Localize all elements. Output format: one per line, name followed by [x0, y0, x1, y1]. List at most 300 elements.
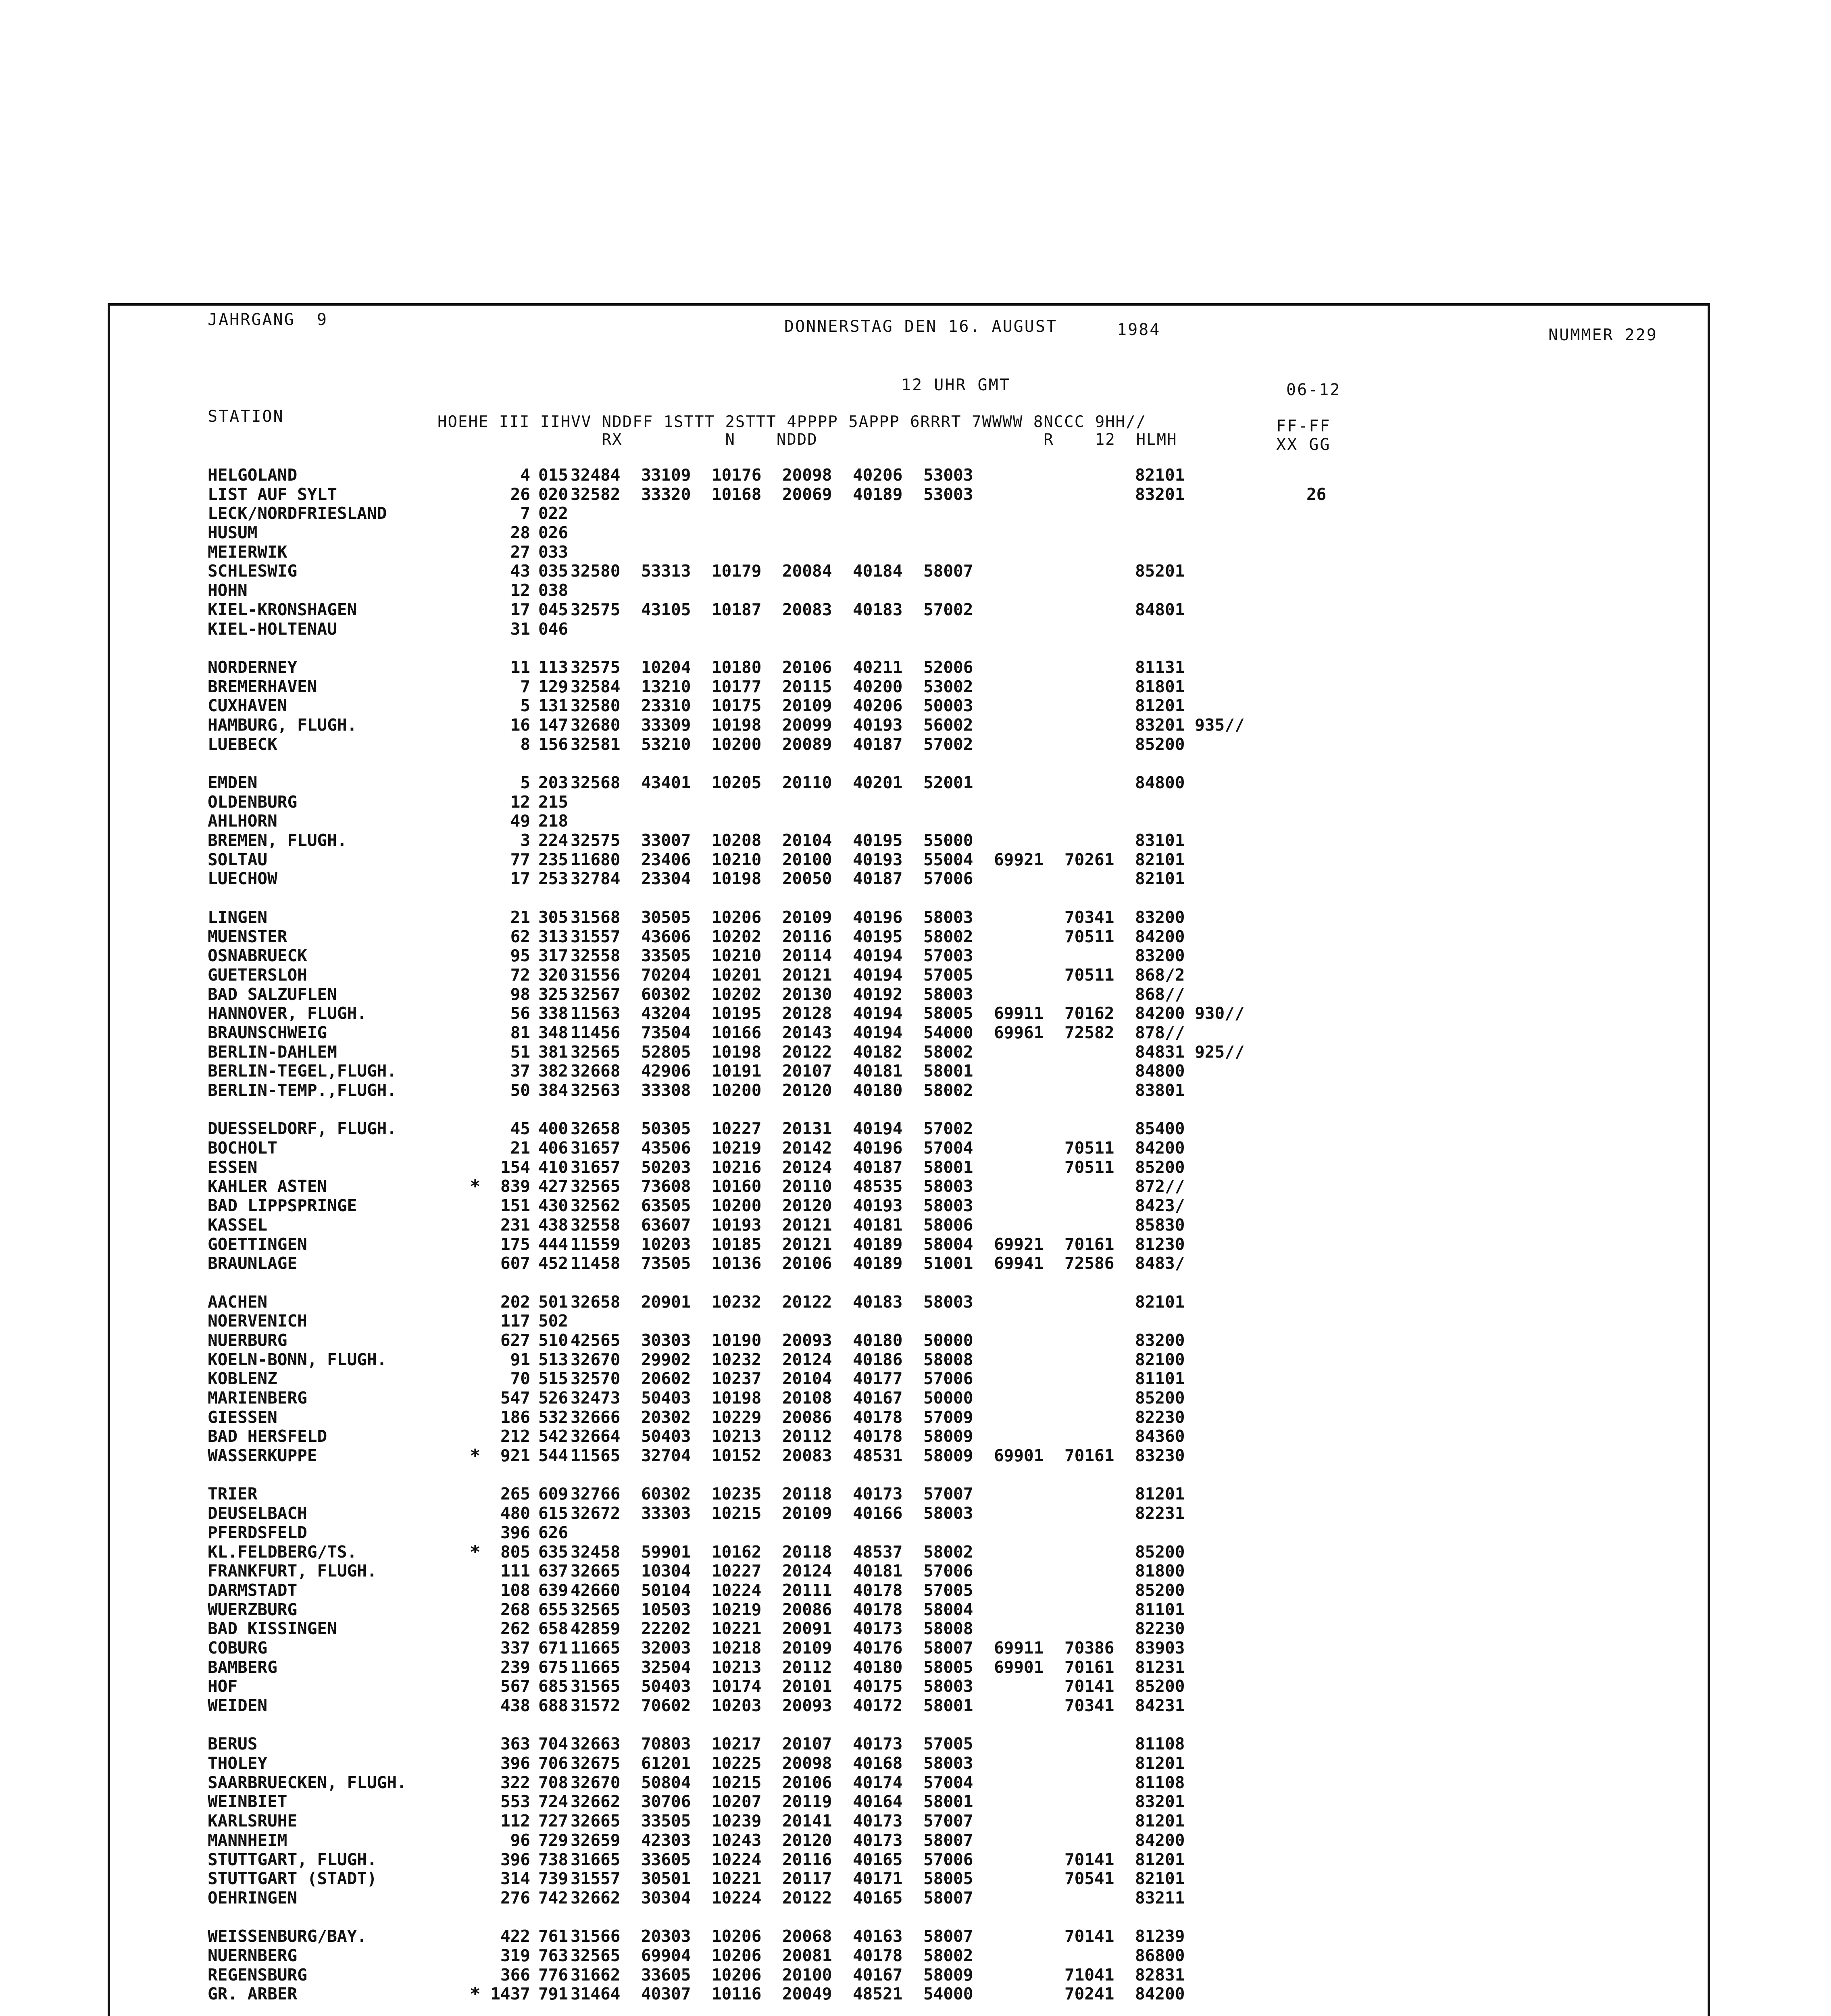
code-group: 20106: [782, 1254, 832, 1273]
code-group: 30706: [641, 1792, 691, 1812]
station-height: 31: [510, 619, 530, 639]
code-group: 10206: [712, 1945, 762, 1965]
code-group: 40183: [853, 600, 903, 619]
code-group: 20110: [782, 773, 832, 792]
code-group: 32704: [641, 1446, 691, 1466]
station-name: LINGEN: [208, 907, 268, 927]
code-group: 69911: [994, 1004, 1044, 1023]
station-row: [208, 1004, 1700, 1023]
code-group: 58001: [923, 1696, 973, 1715]
station-name: SOLTAU: [208, 850, 268, 869]
station-row: [208, 466, 1700, 485]
code-group: 70511: [1064, 1138, 1114, 1158]
station-height: 396: [500, 1522, 530, 1542]
code-group: 71041: [1064, 1965, 1114, 1985]
station-row: [208, 735, 1700, 754]
station-name: LIST AUF SYLT: [208, 484, 337, 504]
station-index: 020: [538, 484, 569, 504]
code-group: 32766: [571, 1484, 621, 1504]
code-group: 20302: [641, 1407, 691, 1427]
code-group: 20069: [782, 484, 832, 504]
station-name: LECK/NORDFRIESLAND: [208, 504, 387, 523]
station-index: 510: [538, 1330, 569, 1350]
code-group: 84360: [1135, 1427, 1185, 1446]
code-group: 32664: [571, 1427, 621, 1446]
station-height: 186: [500, 1407, 530, 1427]
code-group: 69921: [994, 850, 1044, 869]
code-group: 10227: [712, 1561, 762, 1581]
code-group: 57003: [923, 946, 973, 966]
code-group: 57002: [923, 600, 973, 619]
code-group: 40167: [853, 1388, 903, 1408]
station-index: 203: [538, 773, 569, 792]
code-group: 20112: [782, 1427, 832, 1446]
code-group: 20083: [782, 1446, 832, 1466]
code-group: 57005: [923, 965, 973, 985]
station-row: [208, 1485, 1700, 1504]
station-height: 262: [500, 1619, 530, 1639]
station-index: 325: [538, 984, 569, 1004]
code-group: 32504: [641, 1657, 691, 1677]
station-index: 253: [538, 869, 569, 889]
station-height: 70: [510, 1369, 530, 1389]
code-group: 10221: [712, 1619, 762, 1639]
code-group: 20106: [782, 657, 832, 677]
code-group: 86800: [1135, 1945, 1185, 1965]
station-index: 708: [538, 1772, 569, 1792]
station-row: [208, 1504, 1700, 1523]
station-index: 305: [538, 907, 569, 927]
station-row: [208, 1523, 1700, 1543]
station-name: KL.FELDBERG/TS.: [208, 1542, 357, 1562]
station-height: 21: [510, 1138, 530, 1158]
code-group: 40173: [853, 1619, 903, 1639]
station-index: 320: [538, 965, 569, 985]
code-group: 70141: [1064, 1849, 1114, 1869]
code-group: 40192: [853, 984, 903, 1004]
code-group: 58007: [923, 561, 973, 581]
station-height: 422: [500, 1926, 530, 1946]
code-group: 31464: [571, 1984, 621, 2004]
station-index: 513: [538, 1350, 569, 1369]
station-height: 396: [500, 1754, 530, 1773]
station-name: REGENSBURG: [208, 1965, 307, 1985]
station-index: 532: [538, 1407, 569, 1427]
code-group: 20109: [782, 1638, 832, 1658]
code-group: 40181: [853, 1561, 903, 1581]
station-name: BRAUNLAGE: [208, 1254, 298, 1273]
station-row: [208, 869, 1700, 889]
code-group: 20120: [782, 1830, 832, 1850]
station-name: BERLIN-TEMP.,FLUGH.: [208, 1081, 397, 1100]
code-group: 40182: [853, 1042, 903, 1062]
code-group: 40193: [853, 715, 903, 735]
code-group: 32668: [571, 1061, 621, 1081]
code-group: 48521: [853, 1984, 903, 2004]
station-name: OEHRINGEN: [208, 1888, 298, 1908]
code-group: 11565: [571, 1446, 621, 1466]
code-group: 50804: [641, 1772, 691, 1792]
station-index: 427: [538, 1177, 569, 1196]
code-group: 58001: [923, 1792, 973, 1812]
code-group: 85830: [1135, 1215, 1185, 1235]
code-group: 40195: [853, 927, 903, 946]
code-group: 82100: [1135, 1350, 1185, 1369]
station-height: 112: [500, 1811, 530, 1831]
code-group: 83211: [1135, 1888, 1185, 1908]
code-group: 42859: [571, 1619, 621, 1639]
code-group: 52001: [923, 773, 973, 792]
code-group: 10168: [712, 484, 762, 504]
code-group: 53002: [923, 677, 973, 696]
station-row: [208, 1850, 1700, 1870]
station-name: KOBLENZ: [208, 1369, 277, 1389]
code-group: 20121: [782, 965, 832, 985]
code-group: 20083: [782, 600, 832, 619]
station-height: 17: [510, 600, 530, 619]
station-name: DEUSELBACH: [208, 1504, 307, 1523]
code-group: 32563: [571, 1081, 621, 1100]
code-group: 43401: [641, 773, 691, 792]
code-group: 10239: [712, 1811, 762, 1831]
code-group: 20117: [782, 1869, 832, 1889]
code-group: 878//: [1135, 1023, 1185, 1042]
code-group: 10206: [712, 1926, 762, 1946]
code-group: 57007: [923, 1811, 973, 1831]
mountain-station-marker: *: [470, 1984, 481, 2005]
station-row: [208, 485, 1700, 504]
code-group: 58003: [923, 907, 973, 927]
station-height: 95: [510, 946, 530, 966]
station-row: [208, 773, 1700, 793]
code-group: 73504: [641, 1023, 691, 1042]
code-group: 20602: [641, 1369, 691, 1389]
station-row: [208, 1196, 1700, 1216]
code-group: 20086: [782, 1599, 832, 1619]
station-height: 607: [500, 1254, 530, 1273]
station-row: [208, 1966, 1700, 1985]
station-name: WUERZBURG: [208, 1599, 298, 1619]
station-name: GR. ARBER: [208, 1984, 298, 2004]
station-index: 688: [538, 1696, 569, 1715]
station-height: 96: [510, 1830, 530, 1850]
code-group: 23406: [641, 850, 691, 869]
code-group: 43105: [641, 600, 691, 619]
code-group: 55004: [923, 850, 973, 869]
code-group: 32662: [571, 1792, 621, 1812]
station-name: WEISSENBURG/BAY.: [208, 1926, 367, 1946]
code-group: 10200: [712, 1196, 762, 1216]
code-group: 20099: [782, 715, 832, 735]
code-group: 69921: [994, 1234, 1044, 1254]
code-group: 10175: [712, 696, 762, 716]
code-group: 40206: [853, 696, 903, 716]
code-group: 10166: [712, 1023, 762, 1042]
station-name: BERLIN-TEGEL,FLUGH.: [208, 1061, 397, 1081]
station-row: [208, 1658, 1700, 1677]
station-name: BREMEN, FLUGH.: [208, 831, 347, 850]
station-height: 627: [500, 1330, 530, 1350]
code-group: 33308: [641, 1081, 691, 1100]
station-index: 382: [538, 1061, 569, 1081]
code-group: 70141: [1064, 1677, 1114, 1696]
station-height: 175: [500, 1234, 530, 1254]
code-group: 50403: [641, 1677, 691, 1696]
code-group: 32003: [641, 1638, 691, 1658]
station-index: 038: [538, 581, 569, 600]
code-group: 58001: [923, 1157, 973, 1177]
station-row: [208, 1812, 1700, 1831]
code-group: 58002: [923, 1945, 973, 1965]
code-group: 69911: [994, 1638, 1044, 1658]
station-index: 224: [538, 831, 569, 850]
code-group: 57007: [923, 1484, 973, 1504]
station-name: BAD HERSFELD: [208, 1427, 327, 1446]
code-group: 57009: [923, 1407, 973, 1427]
code-group: 10202: [712, 984, 762, 1004]
code-group: 83201 935//: [1135, 715, 1245, 735]
code-group: 40167: [853, 1965, 903, 1985]
station-name: GUETERSLOH: [208, 965, 307, 985]
code-group: 10179: [712, 561, 762, 581]
station-height: 21: [510, 907, 530, 927]
station-row: [208, 1639, 1700, 1658]
station-index: 313: [538, 927, 569, 946]
station-height: 7: [520, 677, 530, 696]
wind-gust: 26: [1306, 484, 1327, 504]
station-height: 363: [500, 1734, 530, 1754]
station-height: 3: [520, 831, 530, 850]
station-row: [208, 562, 1700, 581]
code-group: 10215: [712, 1504, 762, 1523]
station-index: 348: [538, 1023, 569, 1042]
code-group: 40193: [853, 1196, 903, 1216]
station-name: LUEBECK: [208, 734, 277, 754]
group-separator: [208, 2004, 1700, 2016]
code-group: 872//: [1135, 1177, 1185, 1196]
code-group: 50305: [641, 1119, 691, 1139]
code-group: 81239: [1135, 1926, 1185, 1946]
code-group: 32575: [571, 657, 621, 677]
code-group: 81201: [1135, 1754, 1185, 1773]
code-group: 20104: [782, 1369, 832, 1389]
code-group: 50003: [923, 696, 973, 716]
station-index: 637: [538, 1561, 569, 1581]
code-group: 40178: [853, 1407, 903, 1427]
code-group: 48535: [853, 1177, 903, 1196]
station-row: [208, 1389, 1700, 1408]
station-index: 015: [538, 465, 569, 485]
code-group: 10213: [712, 1427, 762, 1446]
code-group: 32582: [571, 484, 621, 504]
code-group: 40180: [853, 1657, 903, 1677]
code-group: 81201: [1135, 1849, 1185, 1869]
code-group: 52805: [641, 1042, 691, 1062]
code-group: 70241: [1064, 1984, 1114, 2004]
code-header-line1: HOEHE III IIHVV NDDFF 1STTT 2STTT 4PPPP 5APPP 6RRRT 7WWWW 8NCCC 9HH//: [437, 413, 1147, 431]
station-height: 111: [500, 1561, 530, 1581]
code-group: 73505: [641, 1254, 691, 1273]
code-group: 40175: [853, 1677, 903, 1696]
code-group: 10205: [712, 773, 762, 792]
code-group: 11456: [571, 1023, 621, 1042]
group-separator: [208, 889, 1700, 908]
station-row: [208, 966, 1700, 985]
station-index: 739: [538, 1869, 569, 1889]
code-group: 32558: [571, 1215, 621, 1235]
station-index: 763: [538, 1945, 569, 1965]
code-group: 868//: [1135, 984, 1185, 1004]
code-group: 20050: [782, 869, 832, 889]
code-group: 81230: [1135, 1234, 1185, 1254]
code-group: 81801: [1135, 677, 1185, 696]
station-row: [208, 812, 1700, 831]
code-group: 57004: [923, 1772, 973, 1792]
code-group: 10176: [712, 465, 762, 485]
code-group: 10215: [712, 1772, 762, 1792]
station-height: 805: [500, 1542, 530, 1562]
station-height: 11: [510, 657, 530, 677]
code-group: 48531: [853, 1446, 903, 1466]
station-index: 544: [538, 1446, 569, 1466]
code-group: 10232: [712, 1350, 762, 1369]
code-group: 83200: [1135, 946, 1185, 966]
code-group: 20122: [782, 1292, 832, 1312]
code-group: 57005: [923, 1580, 973, 1600]
code-group: 11665: [571, 1657, 621, 1677]
station-name: MEIERWIK: [208, 542, 287, 562]
code-group: 31566: [571, 1926, 621, 1946]
code-group: 40196: [853, 1138, 903, 1158]
station-name: FRANKFURT, FLUGH.: [208, 1561, 377, 1581]
station-height: 154: [500, 1157, 530, 1177]
code-group: 10227: [712, 1119, 762, 1139]
code-group: 57006: [923, 869, 973, 889]
code-group: 32575: [571, 831, 621, 850]
code-group: 40174: [853, 1772, 903, 1792]
code-group: 58005: [923, 1004, 973, 1023]
code-group: 20120: [782, 1081, 832, 1100]
station-index: 022: [538, 504, 569, 523]
code-group: 33303: [641, 1504, 691, 1523]
code-group: 40194: [853, 1119, 903, 1139]
code-group: 22202: [641, 1619, 691, 1639]
code-group: 40176: [853, 1638, 903, 1658]
code-group: 10216: [712, 1157, 762, 1177]
code-group: 58002: [923, 927, 973, 946]
station-row: [208, 696, 1700, 716]
code-group: 84200 930//: [1135, 1004, 1245, 1023]
code-group: 31657: [571, 1157, 621, 1177]
code-group: 43204: [641, 1004, 691, 1023]
code-header-line2: RX N NDDD R 12 HLMH: [437, 431, 1177, 449]
code-group: 20901: [641, 1292, 691, 1312]
station-index: 742: [538, 1888, 569, 1908]
code-group: 84231: [1135, 1696, 1185, 1715]
code-group: 81201: [1135, 696, 1185, 716]
code-group: 69901: [994, 1657, 1044, 1677]
code-group: 20093: [782, 1696, 832, 1715]
code-group: 20101: [782, 1677, 832, 1696]
code-group: 20121: [782, 1215, 832, 1235]
code-group: 40178: [853, 1580, 903, 1600]
station-name: BREMERHAVEN: [208, 677, 317, 696]
code-group: 81800: [1135, 1561, 1185, 1581]
code-group: 53210: [641, 734, 691, 754]
code-group: 10206: [712, 907, 762, 927]
station-height: 337: [500, 1638, 530, 1658]
station-name: HUSUM: [208, 523, 258, 543]
code-group: 40178: [853, 1599, 903, 1619]
code-group: 29902: [641, 1350, 691, 1369]
station-name: HANNOVER, FLUGH.: [208, 1004, 367, 1023]
station-name: SCHLESWIG: [208, 561, 298, 581]
code-group: 10207: [712, 1792, 762, 1812]
code-group: 32670: [571, 1772, 621, 1792]
station-height: 396: [500, 1849, 530, 1869]
code-group: 58007: [923, 1926, 973, 1946]
code-group: 868/2: [1135, 965, 1185, 985]
code-group: 31556: [571, 965, 621, 985]
station-height: 98: [510, 984, 530, 1004]
station-row: [208, 1543, 1700, 1562]
code-group: 20081: [782, 1945, 832, 1965]
code-group: 70161: [1064, 1234, 1114, 1254]
code-group: 32584: [571, 677, 621, 696]
station-name: NOERVENICH: [208, 1311, 307, 1331]
station-name: BAD KISSINGEN: [208, 1619, 337, 1639]
code-group: 13210: [641, 677, 691, 696]
code-group: 40178: [853, 1945, 903, 1965]
code-group: 32665: [571, 1811, 621, 1831]
station-name: WEIDEN: [208, 1696, 268, 1715]
code-group: 70541: [1064, 1869, 1114, 1889]
code-group: 58003: [923, 1677, 973, 1696]
code-group: 10202: [712, 927, 762, 946]
station-index: 338: [538, 1004, 569, 1023]
code-group: 40194: [853, 1023, 903, 1042]
station-row: [208, 1023, 1700, 1043]
code-group: 42906: [641, 1061, 691, 1081]
station-index: 706: [538, 1754, 569, 1773]
code-group: 20100: [782, 1965, 832, 1985]
station-height: 16: [510, 715, 530, 735]
code-group: 81231: [1135, 1657, 1185, 1677]
code-group: 30304: [641, 1888, 691, 1908]
station-name: GIESSEN: [208, 1407, 277, 1427]
code-group: 57006: [923, 1561, 973, 1581]
code-group: 11559: [571, 1234, 621, 1254]
station-name: KIEL-HOLTENAU: [208, 619, 337, 639]
code-group: 32565: [571, 1599, 621, 1619]
station-name: KAHLER ASTEN: [208, 1177, 327, 1196]
station-index: 452: [538, 1254, 569, 1273]
code-group: 58005: [923, 1657, 973, 1677]
code-group: 32581: [571, 734, 621, 754]
code-group: 40211: [853, 657, 903, 677]
mountain-station-marker: *: [470, 1176, 481, 1197]
code-group: 58009: [923, 1965, 973, 1985]
station-index: 615: [538, 1504, 569, 1523]
station-row: [208, 793, 1700, 812]
code-group: 85200: [1135, 1542, 1185, 1562]
station-index: 515: [538, 1369, 569, 1389]
station-index: 156: [538, 734, 569, 754]
station-index: 129: [538, 677, 569, 696]
code-group: 82101: [1135, 1292, 1185, 1312]
station-height: 37: [510, 1061, 530, 1081]
group-separator: [208, 639, 1700, 658]
